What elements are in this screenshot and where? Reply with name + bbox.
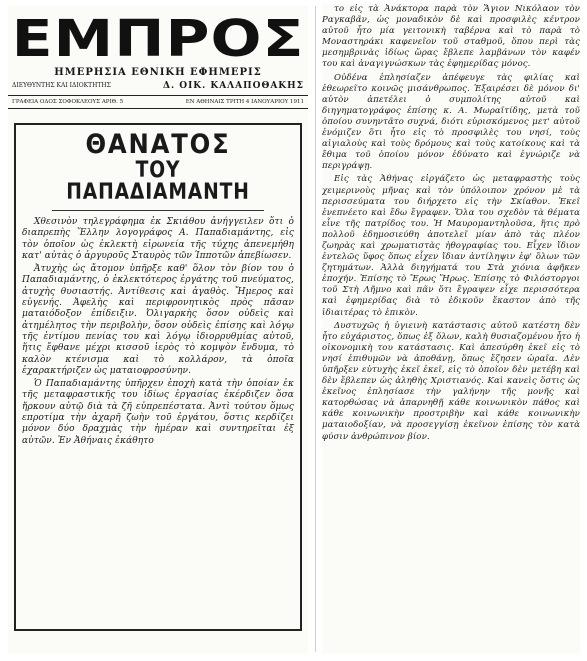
masthead-info-line: [8, 95, 308, 109]
article-paragraph: Ἀτυχὴς ὡς ἄτομον ὑπῆρξε καθ' ὅλον τὸν βίον του ὁ Παπαδιαμάντης, ὁ ἐκλεκτότερος ἐργάτης τοῦ πνεύματος, ἀτυχὴς θυσιαστής. Ἀντίθεσις καὶ ἀγαθὸς. Ἤμερος καὶ εὐγενής. Ἀφελὴς καὶ περιφρονητικὸς πρὸς πᾶσαν ματαιόδοξον ἐπίδειξιν. Ὀλιγαρκὴς ὅσον οὐδεὶς καὶ ἀτημέλητος τὴν περιβολὴν, ὅσον οὐδεὶς ἐπίσης καὶ λόγῳ τῆς ἐντίμου πενίας του καὶ λόγῳ ἰδιορρυθμίας αὐτοῦ, ἥτις ἔφθανε μέχρι κισσοῦ ἱερὸς τὸ κομψὸν ἔνδυμα, τὸ καλὸν κτένισμα καὶ τὸ κολλάρον, τὰ ὁποῖα ἐχαρακτήριζεν ὡς ματαιοφροσύνην.: [22, 264, 294, 376]
masthead: [8, 6, 308, 109]
article-paragraph: Χθεσινὸν τηλεγράφημα ἐκ Σκιάθου ἀνήγγειλεν ὅτι ὁ διαπρεπὴς Ἕλλην λογογράφος Α. Παπαδιαμάντης, εἰς τὸν ὁποῖον ὡς ἐκλεκτὴ εἰρωνεία τῆς τύχης ἀπενεμήθη κατ' αὐτὰς ὁ ἀργυροῦς Σταυρὸς τῶν Ἱπποτῶν ἀπεβίωσεν.: [22, 217, 294, 261]
article-headline: [22, 131, 294, 204]
article-paragraph: το εἰς τὰ Ἀνάκτορα παρὰ τὸν Ἅγιον Νικόλαον τὸν Ραγκαβᾶν, ὡς μοναδικὸν δὲ καὶ προσφιλὲς κέντρον αὐτοῦ ἦτο μία γειτονικὴ ταβέρνα καὶ τὸ παρὰ τὸ Μοναστηράκι καφενεῖον τοῦ σταθμοῦ, ὅπου περὶ τὰς μεσημβρινὰς ἰδίως ὥρας ἔβλεπε λαμβάνων τὸν καφέν του καὶ ἀναγιγνώσκων τὰς ἐφημερίδας μόνος.: [322, 4, 580, 70]
newspaper-subtitle: ΗΜΕΡΗΣΙΑ ΕΘΝΙΚΗ ΕΦΗΜΕΡΙΣ: [54, 67, 262, 78]
right-clipping: [322, 4, 580, 654]
headline-line-2: ΤΟΥ ΠΑΠΑΔΙΑΜΑΝΤΗ: [66, 158, 250, 205]
issue-date: ΕΝ ΑΘΗΝΑΙΣ ΤΡΙΤΗ 4 ΙΑΝΟΥΑΡΙΟΥ 1911: [185, 99, 304, 105]
column-divider: [315, 6, 316, 652]
headline-line-1: ΘΑΝΑΤΟΣ: [85, 129, 231, 160]
article-paragraph: Δυστυχῶς ἡ ὑγιεινὴ κατάστασις αὐτοῦ κατέστη δὲν ἦτο εὐχάριστος, ὅπως ἐξ ὅλων, καλὴ θυσιαζομένου ἦτο ἡ οἰκονομικὴ του κατάστασις. Καὶ ἀπεσύρθη ἐκεῖ εἰς τὸ νησί ἐπιθυμῶν νὰ ἀποθάνῃ, ὅπως ἔζησεν ὡραῖα. Δὲν ὑπῆρξεν εὐτυχὴς ἐκεῖ ἐκεῖ, εἰς τὸ ὁποῖον δὲν μετέβη καὶ δὲν ἔβλεπεν ὡς ἀληθὴς Χριστιανός. Καὶ κανεὶς ὅστις ὡς ἐκεῖνος ἐπλησίασε τὴν γαλήνην τῆς μονῆς καὶ κατορθώσας νὰ ἀπαρνηθῇ κάθε κοινωνικὸν πάθος καὶ κάθε κοινωνικὴν προστριβὴν καὶ κάθε κοινωνικὴν ματαιοδοξίαν, νὰ προσεγγίσῃ ἐκεῖνον ἐπίσης τὸν κατὰ φύσιν ἀνθρώπινον βίον.: [322, 320, 580, 442]
director-label: ΔΙΕΥΘΥΝΤΗΣ ΚΑΙ ΙΔΙΟΚΤΗΤΗΣ: [12, 82, 111, 89]
headline-rule: [52, 210, 264, 211]
office-address: ΓΡΑΦΕΙΑ ΟΔΟΣ ΣΟΦΟΚΛΕΟΥΣ ΑΡΙΘ. 5: [12, 99, 124, 105]
left-clipping: [8, 6, 308, 654]
article-paragraph: Οὐδένα ἐπλησίαζεν ἀπέφευγε τὰς φιλίας καὶ ἐθεωρεῖτο κοινῶς μισάνθρωπος. Ἐξαιρέσει δὲ μόνον δι' αὐτὸν ἀπετέλει ὁ συμπολίτης αὐτοῦ καὶ διηγηματογράφος ἐπίσης κ. Α. Μωραϊτίδης, μετὰ τοῦ ὁποίου συνηντᾶτο συχνά, διότι εὑρισκόμενος μετ' αὐτοῦ ἐνόμιζεν ὅτι ἦτο εἰς τὸ προσφιλὲς του νησί, τοὺς αἰγιαλοὺς καὶ τοὺς δρόμους καὶ τοὺς κατοίκους καὶ τὰ ἔθιμα τοῦ ὁποίου μόνον ἐδύνατο καὶ ἐγνώριζε νὰ περιγράψῃ.: [322, 72, 580, 172]
article-box: [14, 123, 302, 631]
article-paragraph: Ὁ Παπαδιαμάντης ὑπῆρχεν ἐποχὴ κατὰ τὴν ὁποίαν ἐκ τῆς μεταφραστικῆς του ἰδίως ἐργασίας ἐκέρδιζεν ὅσα ἤρκουν αὐτῷ διὰ τὰ ζῆ εὐπρεπέστατα. Ἀντὶ τούτου ὅμως επροτίμα τὴν ἀχαρῆ ζωὴν τοῦ ἐργάτου, ὅστις κερδίζει μόνον δύο δραχμὰς τὴν ἡμέραν καὶ συντηρεῖται ἐξ αὐτῶν. Ἐν Ἀθήναις ἐκάθητο: [22, 379, 294, 446]
article-paragraph: Εἰς τὰς Ἀθήνας εἰργάζετο ὡς μεταφραστὴς τοὺς χειμερινοὺς μῆνας καὶ τὸν ὑπόλοιπον χρόνον μὲ τὰ περισσεύματα του διήρχετο εἰς τὴν Σκίαθον. Ἐκεῖ ἐνεπνέετο καὶ ἔδω ἔγραφεν. Ὅλα του σχεδὸν τὰ θέματα εἶνε τῆς πατρίδος του. Ἡ Μαυρομαντηλοῦσα, ἥτις πρὸ πολλοῦ ἐδημοσιεύθη ἀποτελεῖ μίαν ἀπὸ τὰς πλέον ζωηρὰς καὶ χρωματιστὰς ἠθογραφίας του. Εἶχεν ἴδιον ἐντελῶς ὕφος ὅπως εἶχεν ἴδιαν ἀντίληψιν ἐφ' ὅλων τῶν ζητημάτων. Ἀλλὰ διηγήματά του Στὰ χιόνια ἀφῆκεν ἐποχήν. Ἐπίσης τὸ Ἔρως Ἥρως. Ἐπίσης τὸ Φιλόστοργοι τοῦ Στὴ Λῆμνο καὶ πᾶν ὅτι ἔγραψεν εἶχε περισσότερα καὶ ἐφημερίδας διὰ τὸ ἐδικοῦν ἕκαστον ἀπὸ τῆς ἰδιαιτέρας τὸ ἐπικὸν.: [322, 174, 580, 318]
masthead-credits: [8, 81, 308, 91]
newspaper-title: ΕΜΠΡΟΣ: [11, 9, 305, 69]
editor-name: Δ. ΟΙΚ. ΚΑΛΑΠΟΘΑΚΗΣ: [162, 81, 304, 91]
